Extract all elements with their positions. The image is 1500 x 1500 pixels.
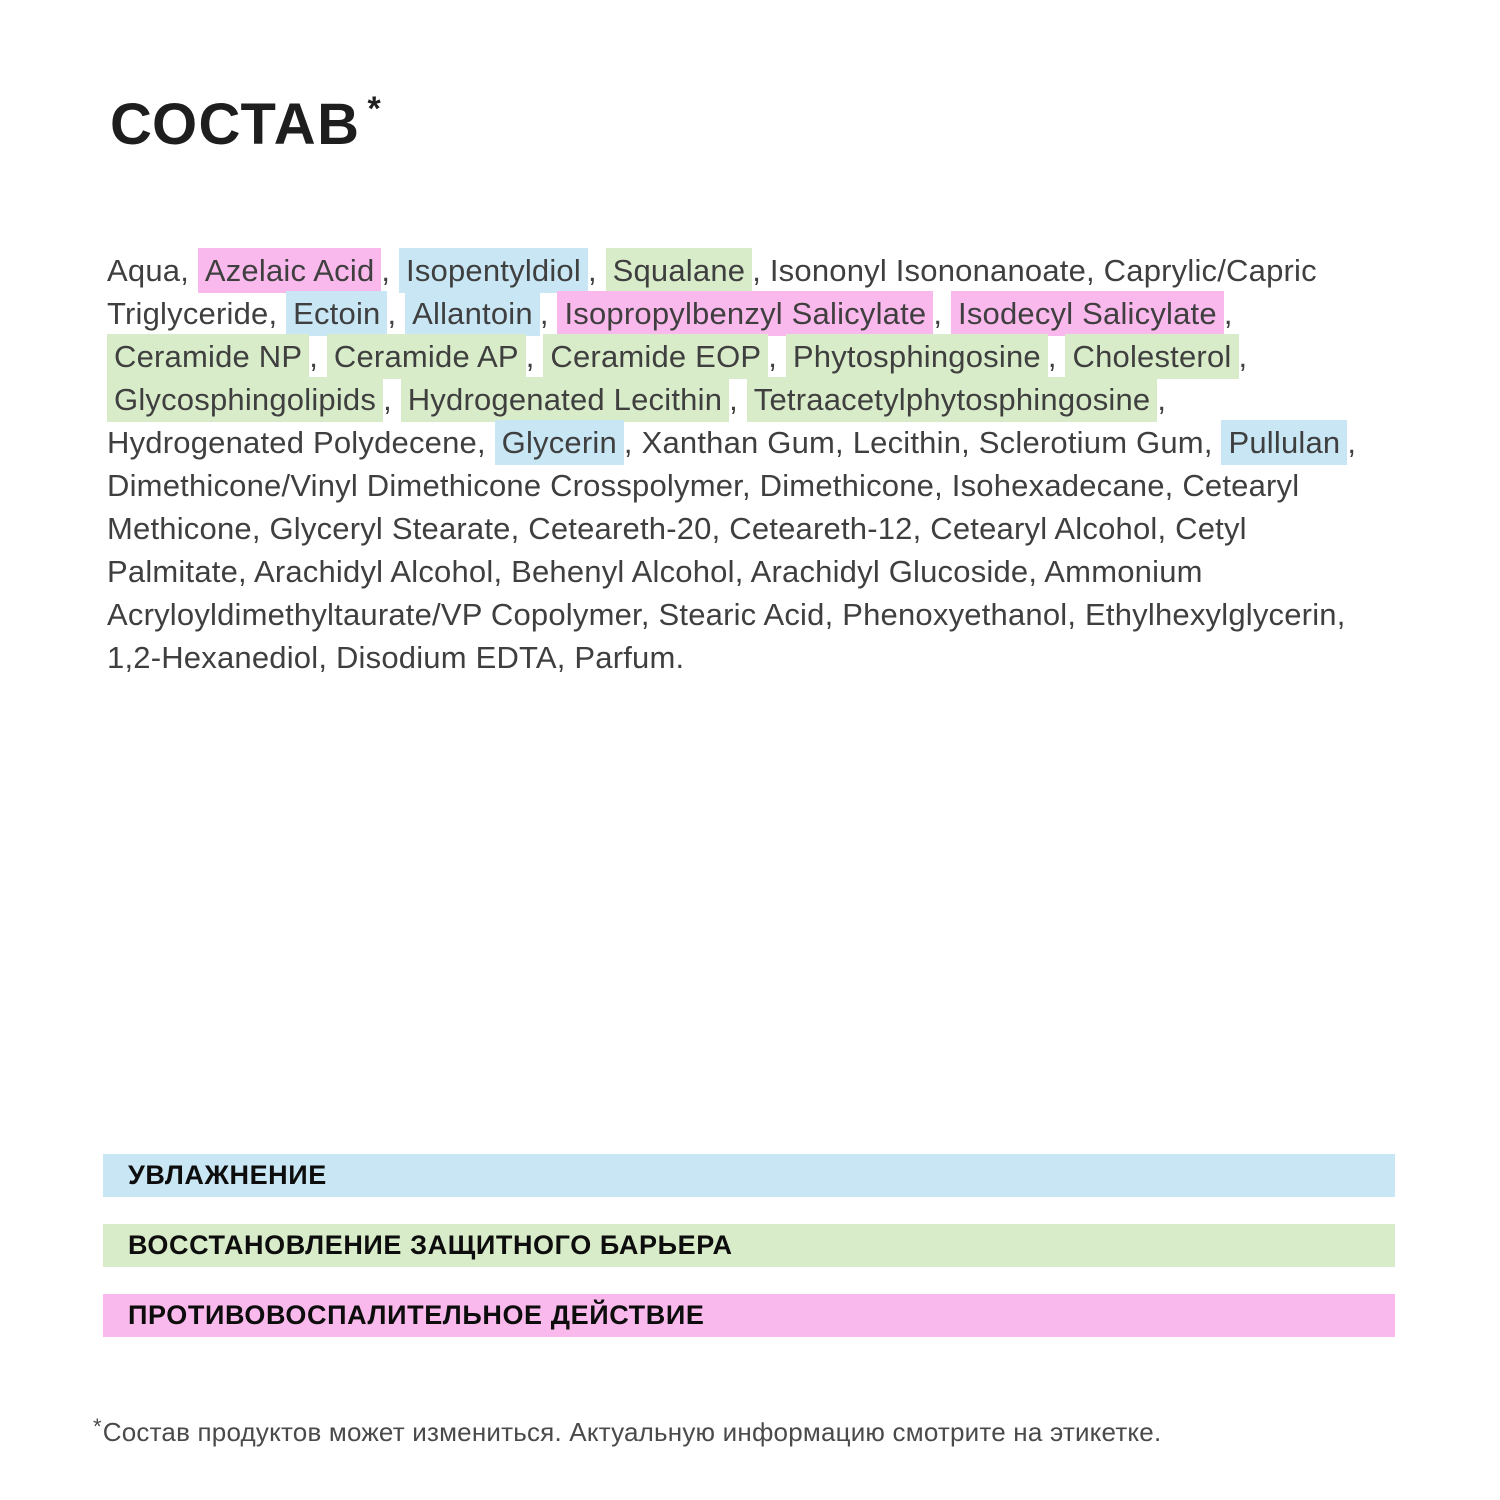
ingredient: Disodium EDTA <box>335 640 557 675</box>
legend-label-moisturizing: УВЛАЖНЕНИЕ <box>128 1160 327 1190</box>
ingredient: Aqua <box>107 253 181 288</box>
legend-bar-anti-inflammatory <box>103 1294 1395 1337</box>
ingredient: Ectoin <box>286 291 387 336</box>
ingredient: Hydrogenated Polydecene <box>107 425 477 460</box>
legend <box>103 1154 1395 1364</box>
page-title-text: СОСТАВ <box>110 92 361 157</box>
ingredient-separator: , <box>510 511 529 546</box>
ingredient-separator: , <box>734 554 751 589</box>
ingredient: Dimethicone/Vinyl Dimethicone Crosspolymer <box>107 468 742 503</box>
ingredient-separator: , <box>1347 425 1357 460</box>
ingredient: Cetearyl Methicone <box>107 468 1300 546</box>
ingredient: Cetearyl Alcohol <box>930 511 1158 546</box>
ingredient: Isodecyl Salicylate <box>951 291 1224 336</box>
ingredient-separator: , <box>251 511 270 546</box>
ingredient-separator: , <box>741 468 760 503</box>
ingredient: Behenyl Alcohol <box>511 554 735 589</box>
ingredient: Isohexadecane <box>951 468 1165 503</box>
ingredient: 1,2-Hexanediol <box>107 640 319 675</box>
ingredient-separator: , <box>1028 554 1045 589</box>
ingredient: Arachidyl Glucoside <box>750 554 1029 589</box>
ingredient-separator: , <box>1336 597 1346 632</box>
ingredient-separator: , <box>1203 425 1222 460</box>
ingredient-separator: , <box>835 425 853 460</box>
ingredient: Stearic Acid <box>658 597 825 632</box>
ingredient-separator: , <box>912 511 931 546</box>
ingredient-separator: , <box>539 296 558 331</box>
ingredient: Parfum <box>574 640 676 675</box>
ingredient-separator: , <box>309 339 327 374</box>
ingredient-separator: , <box>1067 597 1086 632</box>
ingredient-separator: , <box>556 640 575 675</box>
ingredient: Squalane <box>606 248 753 293</box>
page-title <box>110 90 382 158</box>
ingredient: Pullulan <box>1221 420 1347 465</box>
legend-label-barrier-restoration: ВОССТАНОВЛЕНИЕ ЗАЩИТНОГО БАРЬЕРА <box>128 1230 733 1260</box>
ingredient-separator: , <box>1238 339 1248 374</box>
ingredient-separator: , <box>381 253 400 288</box>
footnote-asterisk: * <box>93 1414 102 1439</box>
ingredient-separator: , <box>933 296 951 331</box>
ingredient-separator: , <box>180 253 198 288</box>
ingredient-separator: , <box>1223 296 1233 331</box>
ingredient-separator: , <box>640 597 659 632</box>
ingredient-separator: , <box>238 554 254 589</box>
ingredient: Ceteareth-12 <box>729 511 913 546</box>
ingredient: Glycosphingolipids <box>107 377 383 422</box>
ingredient: Hydrogenated Lecithin <box>401 377 729 422</box>
ingredient: Ceramide EOP <box>543 334 768 379</box>
ingredient-separator: , <box>268 296 287 331</box>
ingredient: Glycerin <box>495 420 624 465</box>
ingredient: Tetraacetylphytosphingosine <box>747 377 1158 422</box>
ingredient: Ceramide NP <box>107 334 309 379</box>
ingredient-separator: , <box>587 253 606 288</box>
legend-label-anti-inflammatory: ПРОТИВОВОСПАЛИТЕЛЬНОЕ ДЕЙСТВИЕ <box>128 1300 705 1330</box>
ingredient-separator: , <box>476 425 495 460</box>
ingredient: Ceramide AP <box>327 334 526 379</box>
footnote <box>93 1414 1161 1448</box>
ingredient-separator: . <box>675 640 685 675</box>
ingredient-separator: , <box>1086 253 1104 288</box>
ingredient: Phenoxyethanol <box>842 597 1068 632</box>
ingredient: Glyceryl Stearate <box>269 511 511 546</box>
ingredient-separator: , <box>1157 511 1176 546</box>
ingredient: Phytosphingosine <box>786 334 1048 379</box>
ingredient-separator: , <box>525 339 544 374</box>
ingredient: Lecithin <box>852 425 962 460</box>
ingredient-separator: , <box>961 425 979 460</box>
ingredient-separator: , <box>934 468 952 503</box>
ingredient: Isopentyldiol <box>399 248 588 293</box>
ingredient-separator: , <box>752 253 770 288</box>
legend-bar-barrier-restoration <box>103 1224 1395 1267</box>
ingredient: Azelaic Acid <box>198 248 382 293</box>
ingredient: Ethylhexylglycerin <box>1085 597 1337 632</box>
ingredient-separator: , <box>383 382 401 417</box>
ingredient: Ammonium Acryloyldimethyltaurate/VP Copolymer <box>107 554 1203 632</box>
footnote-text: Состав продуктов может измениться. Актуальную информацию смотрите на этикетке. <box>102 1417 1162 1447</box>
ingredient: Arachidyl Alcohol <box>253 554 494 589</box>
ingredient-separator: , <box>387 296 406 331</box>
ingredient-separator: , <box>768 339 786 374</box>
ingredient: Isopropylbenzyl Salicylate <box>557 291 933 336</box>
ingredient: Cetyl Palmitate <box>107 511 1247 589</box>
ingredient-separator: , <box>1047 339 1066 374</box>
ingredient-separator: , <box>729 382 747 417</box>
ingredient-separator: , <box>1164 468 1183 503</box>
legend-bar-moisturizing <box>103 1154 1395 1197</box>
ingredient: Cholesterol <box>1065 334 1238 379</box>
ingredient: Dimethicone <box>759 468 935 503</box>
ingredient: Ceteareth-20 <box>528 511 712 546</box>
ingredient: Isononyl Isononanoate <box>769 253 1087 288</box>
ingredient: Sclerotium Gum <box>978 425 1204 460</box>
ingredient: Caprylic/Capric Triglyceride <box>107 253 1317 331</box>
ingredient-separator: , <box>711 511 730 546</box>
ingredient: Xanthan Gum <box>641 425 836 460</box>
ingredients-paragraph <box>107 249 1357 679</box>
title-asterisk: * <box>367 90 383 128</box>
ingredient: Allantoin <box>405 291 540 336</box>
ingredient-separator: , <box>493 554 512 589</box>
ingredient-separator: , <box>623 425 642 460</box>
ingredient-separator: , <box>824 597 843 632</box>
ingredient-separator: , <box>318 640 336 675</box>
ingredient-separator: , <box>1157 382 1167 417</box>
